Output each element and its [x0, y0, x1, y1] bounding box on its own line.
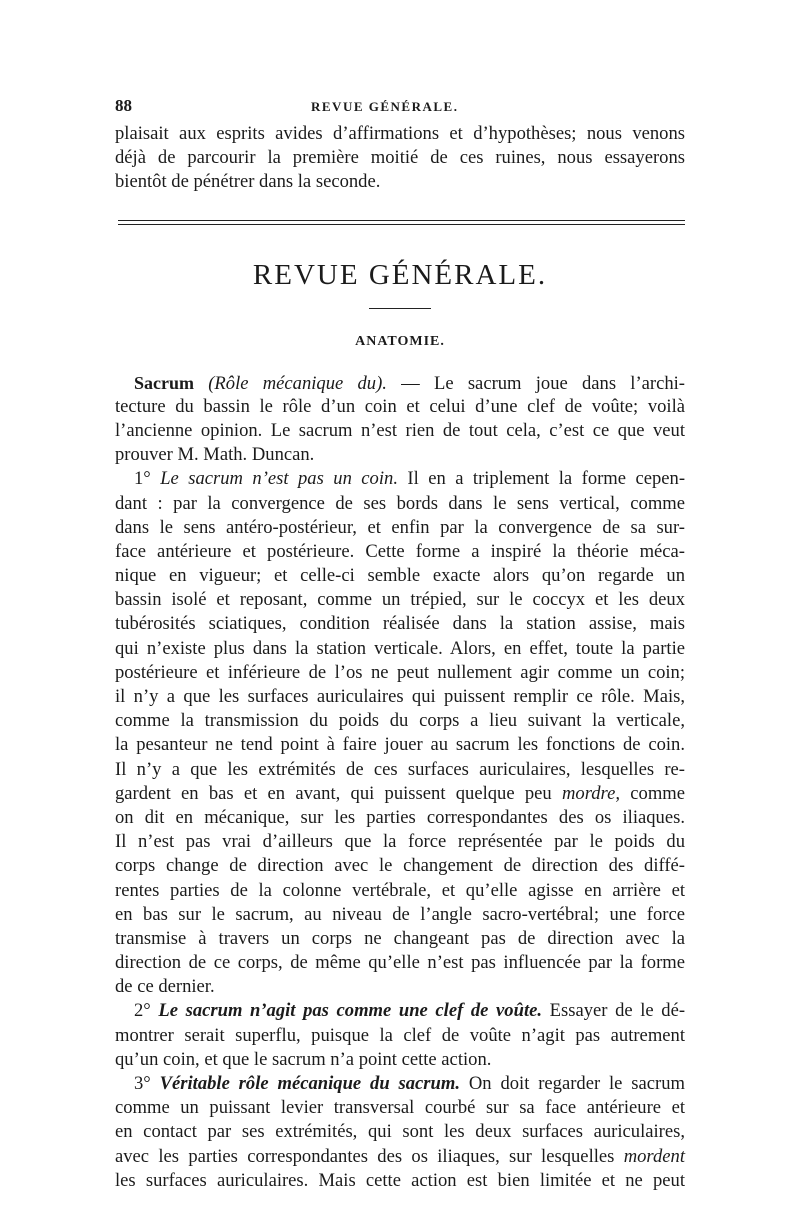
text-line: on dit en mécanique, sur les parties correspondantes des os iliaques. — [115, 806, 685, 828]
text-line: transmise à travers un corps ne changeant pas de direction avec la — [115, 927, 685, 949]
text-line: comme un puissant levier transversal courbé sur sa face antérieure et — [115, 1097, 685, 1119]
emphasis-word: mordent — [623, 1145, 685, 1167]
text-line: qu’un coin, et que le sacrum n’a point cette action. — [115, 1048, 492, 1070]
text-line: corps change de direction avec le changement de direction des diffé- — [115, 855, 685, 877]
numbered-heading: Le sacrum n’agit pas comme une clef de voûte. — [158, 1000, 543, 1022]
numbered-heading: Le sacrum n’est pas un coin. — [160, 468, 398, 490]
paragraph-first-line — [115, 371, 685, 395]
double-rule-divider — [115, 220, 685, 225]
numbered-marker: 2° — [134, 1000, 151, 1022]
text-line: bientôt de pénétrer dans la seconde. — [115, 171, 381, 193]
emphasis-word: mordre, — [561, 782, 620, 804]
text-span: comme — [630, 782, 685, 804]
entry-heading: Sacrum — [134, 372, 194, 393]
paragraph-first-line — [115, 1072, 685, 1096]
running-header — [115, 96, 685, 122]
text-span: Il en a triplement la forme cepen- — [407, 468, 686, 490]
short-rule-divider — [369, 308, 431, 309]
text-line: bassin isolé et reposant, comme un trépied, sur le coccyx et les deux — [115, 589, 685, 611]
numbered-marker: 1° — [134, 468, 151, 490]
page-number: 88 — [115, 96, 132, 115]
text-line: nique en vigueur; et celle-ci semble exacte alors qu’on regarde un — [115, 565, 685, 587]
journal-page — [115, 96, 685, 1193]
text-line: plaisait aux esprits avides d’affirmations et d’hypothèses; nous venons — [115, 123, 685, 144]
text-line: Il n’y a que les extrémités de ces surfaces auriculaires, lesquelles re- — [115, 758, 685, 780]
text-line: il n’y a que les surfaces auriculaires qui puissent remplir ce rôle. Mais, — [115, 686, 685, 707]
text-line: de ce dernier. — [115, 976, 215, 998]
text-line: comme la transmission du poids du corps a lieu suivant la verticale, — [115, 710, 685, 732]
text-line: en contact par ses extrémités, qui sont les deux surfaces auriculaires, — [115, 1121, 685, 1143]
text-span: On doit regarder le sacrum — [468, 1073, 685, 1094]
text-span: Essayer de le dé- — [549, 1000, 686, 1022]
text-line: l’ancienne opinion. Le sacrum n’est rien de tout cela, c’est ce que veut — [115, 419, 685, 441]
text-line: qui n’existe plus dans la station verticale. Alors, en effet, toute la partie — [115, 637, 685, 659]
text-line: prouver M. Math. Duncan. — [115, 444, 315, 466]
numbered-marker: 3° — [134, 1073, 151, 1094]
subsection-title: ANATOMIE. — [355, 333, 445, 349]
section-title: REVUE GÉNÉRALE. — [252, 258, 548, 291]
text-line: postérieure et inférieure de l’os ne peut nullement agir comme un coin; — [115, 661, 685, 683]
text-line: dant : par la convergence de ses bords dans le sens vertical, comme — [115, 492, 685, 514]
text-line: la pesanteur ne tend point à faire jouer au sacrum les fonctions de coin. — [115, 734, 685, 756]
paragraph-first-line — [115, 999, 685, 1023]
double-rule — [118, 220, 685, 225]
running-title: REVUE GÉNÉRALE. — [311, 99, 459, 114]
text-line: rentes parties de la colonne vertébrale, et qu’elle agisse en arrière et — [115, 879, 685, 901]
text-line: tubérosités sciatiques, condition réalisée dans la station assise, mais — [115, 613, 685, 635]
text-line — [115, 782, 685, 806]
text-line: tecture du bassin le rôle d’un coin et celui d’une clef de voûte; voilà — [115, 395, 685, 417]
text-span: avec les parties correspondantes des os iliaques, sur lesquelles — [115, 1145, 615, 1167]
text-line: direction de ce corps, de même qu’elle n’est pas influencée par la forme — [115, 952, 685, 974]
text-line: Il n’est pas vrai d’ailleurs que la force représentée par le poids du — [115, 831, 685, 853]
text-line: montrer serait superflu, puisque la clef de voûte n’agit pas autrement — [115, 1024, 685, 1046]
text-line: déjà de parcourir la première moitié de ces ruines, nous essayerons — [115, 147, 685, 169]
intro-paragraph — [115, 122, 685, 195]
text-line: dans le sens antéro-postérieur, et enfin par la convergence de sa sur- — [115, 516, 685, 538]
numbered-heading: Véritable rôle mécanique du sacrum. — [159, 1073, 460, 1094]
article-body — [115, 371, 685, 1193]
text-line: face antérieure et postérieure. Cette forme a inspiré la théorie méca- — [115, 540, 685, 562]
text-span: gardent en bas et en avant, qui puissent quelque peu — [115, 782, 552, 804]
text-line — [115, 1145, 685, 1169]
text-line: les surfaces auriculaires. Mais cette action est bien limitée et ne peut — [115, 1169, 685, 1191]
paragraph-first-line — [115, 467, 685, 491]
text-span: — Le sacrum joue dans l’archi- — [401, 372, 685, 394]
entry-subheading: (Rôle mécanique du). — [208, 372, 387, 394]
text-line: en bas sur le sacrum, au niveau de l’angle sacro-vertébral; une force — [115, 903, 685, 925]
